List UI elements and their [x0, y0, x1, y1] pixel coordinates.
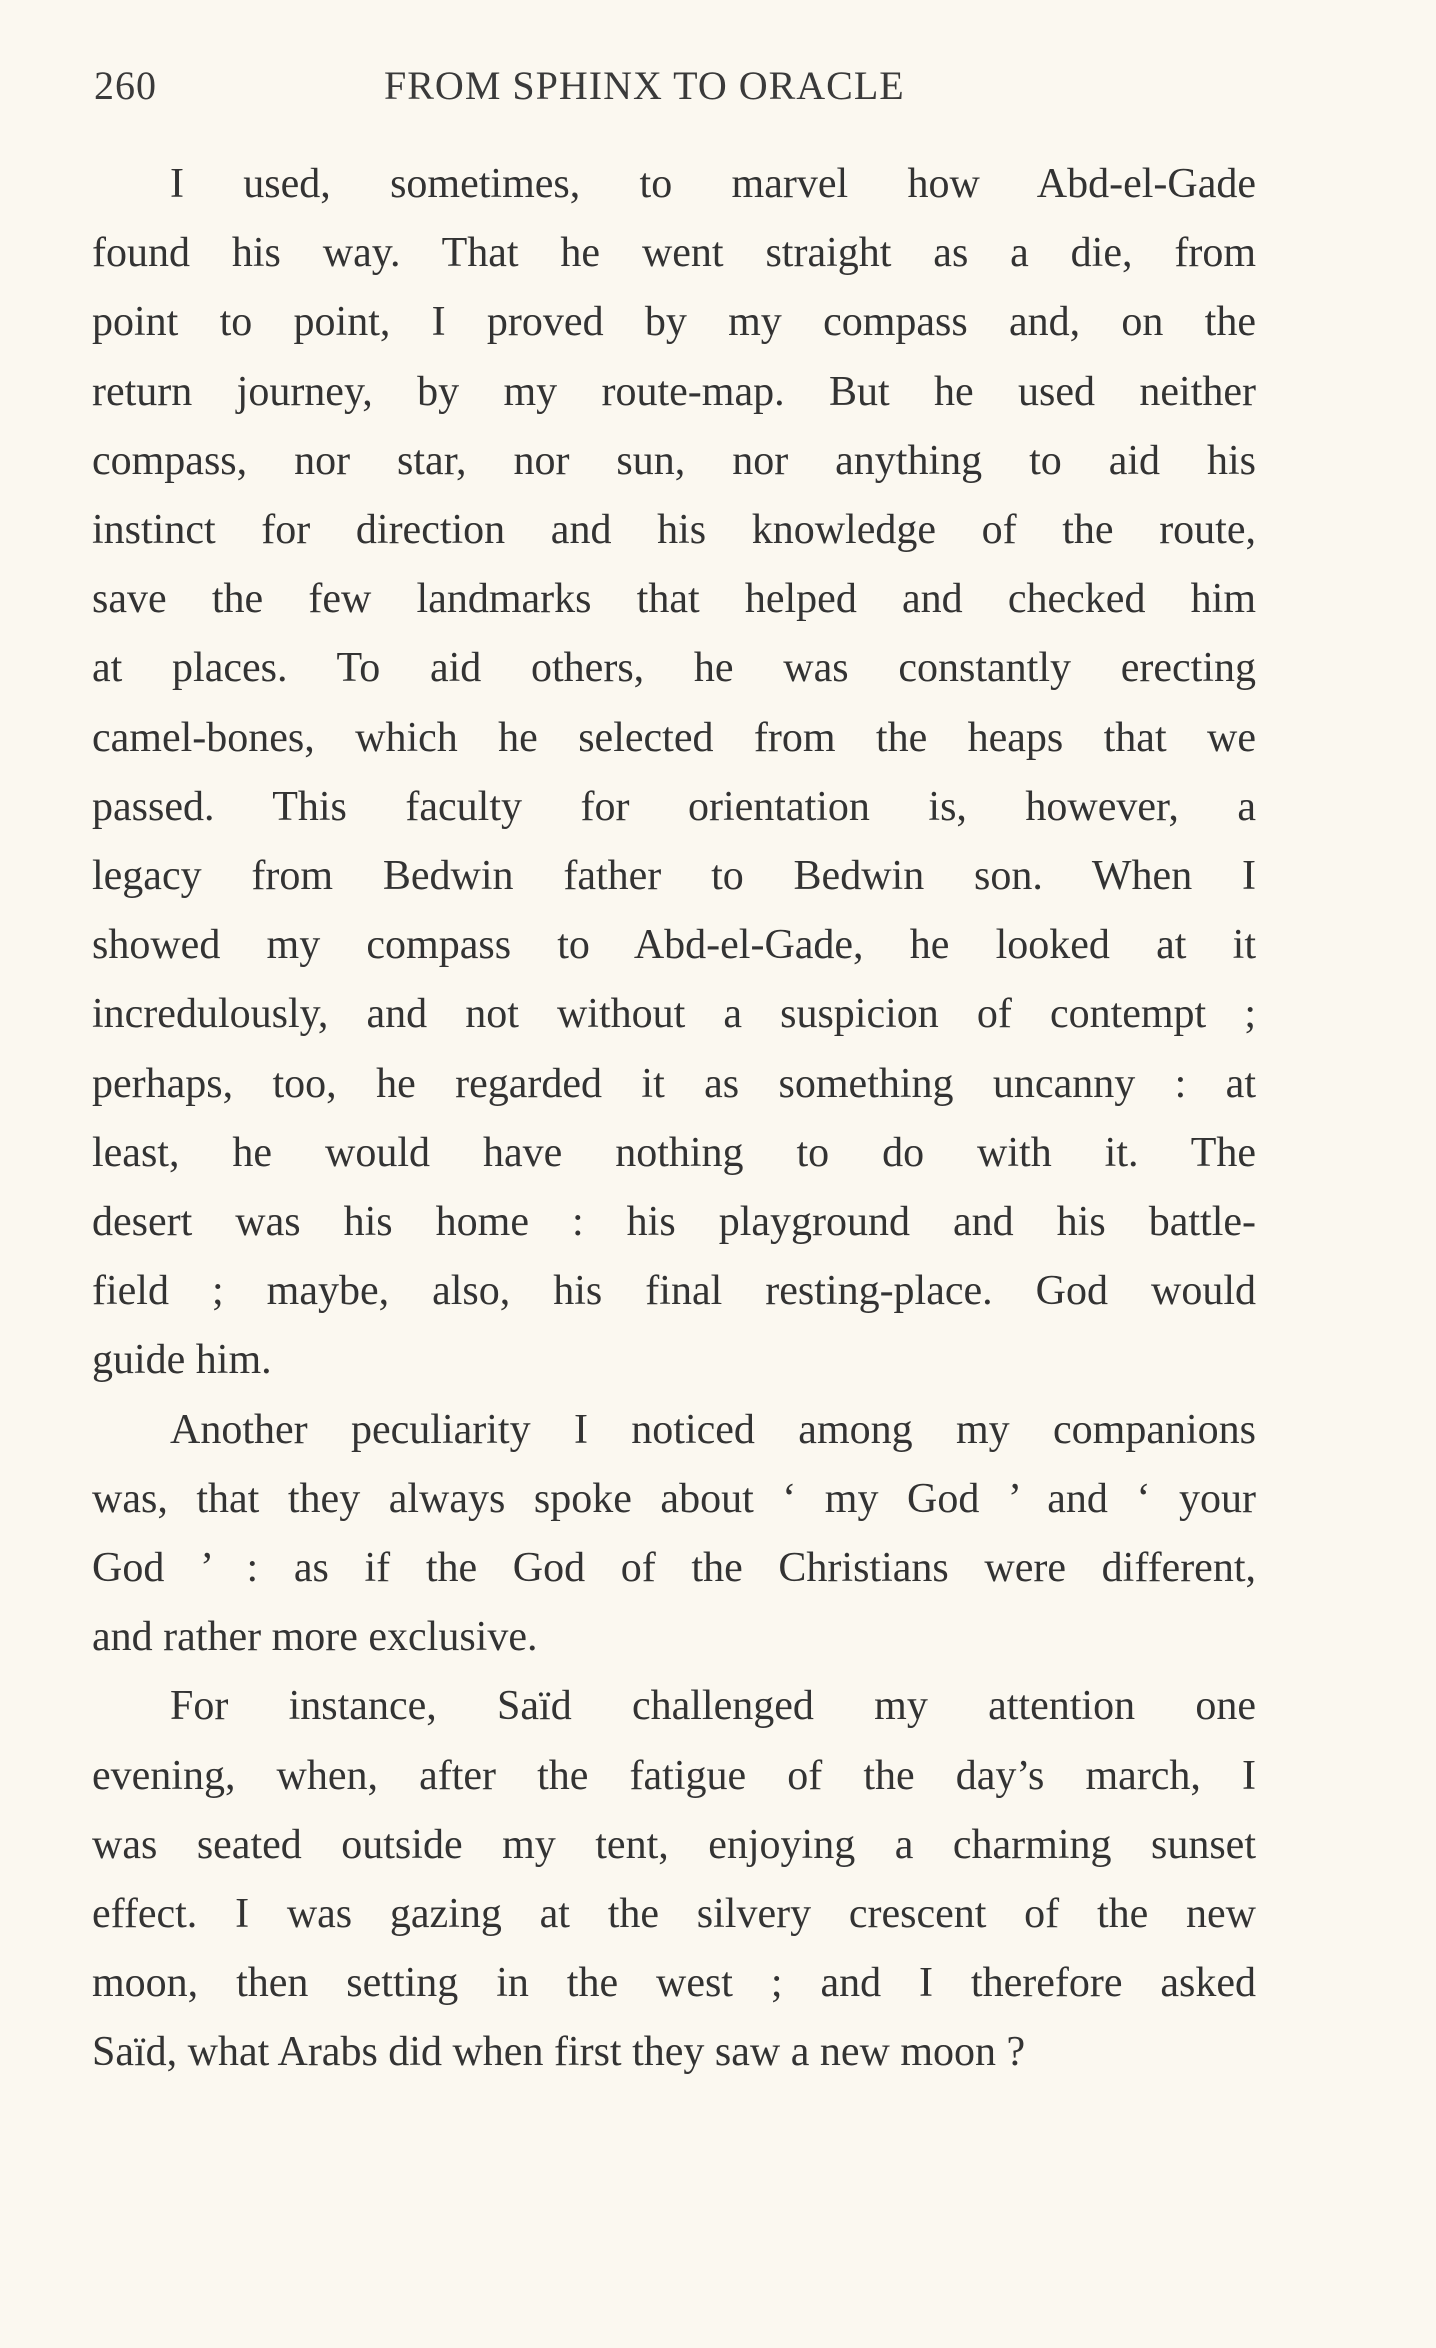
- text-line: was seated outside my tent, enjoying a charming sunset: [92, 1821, 1256, 1868]
- text-line: save the few landmarks that helped and checked him: [92, 576, 1256, 623]
- text-line: incredulously, and not without a suspicion of contempt ;: [92, 991, 1256, 1038]
- paragraph: [92, 1396, 1256, 1673]
- text-line: desert was his home : his playground and his battle-: [92, 1199, 1256, 1246]
- text-line: guide him.: [92, 1337, 272, 1384]
- text-line: God ’ : as if the God of the Christians were different,: [92, 1545, 1256, 1592]
- paragraph: [92, 150, 1256, 1396]
- text-line: Another peculiarity I noticed among my companions: [170, 1406, 1256, 1453]
- text-line: least, he would have nothing to do with it. The: [92, 1129, 1256, 1176]
- text-line: I used, sometimes, to marvel how Abd-el-Gade: [170, 161, 1256, 207]
- text-line: point to point, I proved by my compass and, on the: [92, 299, 1256, 346]
- text-line: moon, then setting in the west ; and I therefore asked: [92, 1960, 1256, 2007]
- text-line: passed. This faculty for orientation is, however, a: [92, 783, 1256, 830]
- text-line: camel-bones, which he selected from the heaps that we: [92, 714, 1256, 761]
- text-line: effect. I was gazing at the silvery crescent of the new: [92, 1891, 1256, 1938]
- text-line: compass, nor star, nor sun, nor anything to aid his: [92, 437, 1256, 484]
- body-text: [92, 150, 1256, 2088]
- text-line: was, that they always spoke about ‘ my God ’ and ‘ your: [92, 1475, 1256, 1522]
- text-line: For instance, Saïd challenged my attention one: [170, 1683, 1256, 1730]
- text-line: showed my compass to Abd-el-Gade, he looked at it: [92, 922, 1256, 969]
- running-head: FROM SPHINX TO ORACLE: [384, 63, 905, 108]
- page-number: 260: [94, 63, 157, 108]
- text-line: at places. To aid others, he was constantly erecting: [92, 645, 1256, 692]
- page-header: [94, 56, 984, 116]
- text-line: and rather more exclusive.: [92, 1614, 538, 1661]
- text-line: instinct for direction and his knowledge of the route,: [92, 507, 1256, 554]
- text-line: found his way. That he went straight as a die, from: [92, 230, 1256, 277]
- text-line: return journey, by my route-map. But he used neither: [92, 368, 1256, 415]
- text-line: evening, when, after the fatigue of the day’s march, I: [92, 1752, 1256, 1799]
- text-line: legacy from Bedwin father to Bedwin son. When I: [92, 853, 1256, 900]
- text-line: field ; maybe, also, his final resting-place. God would: [92, 1268, 1256, 1315]
- text-line: perhaps, too, he regarded it as something uncanny : at: [92, 1060, 1256, 1107]
- text-line: Saïd, what Arabs did when first they saw a new moon ?: [92, 2029, 1026, 2076]
- paragraph: [92, 1672, 1256, 2087]
